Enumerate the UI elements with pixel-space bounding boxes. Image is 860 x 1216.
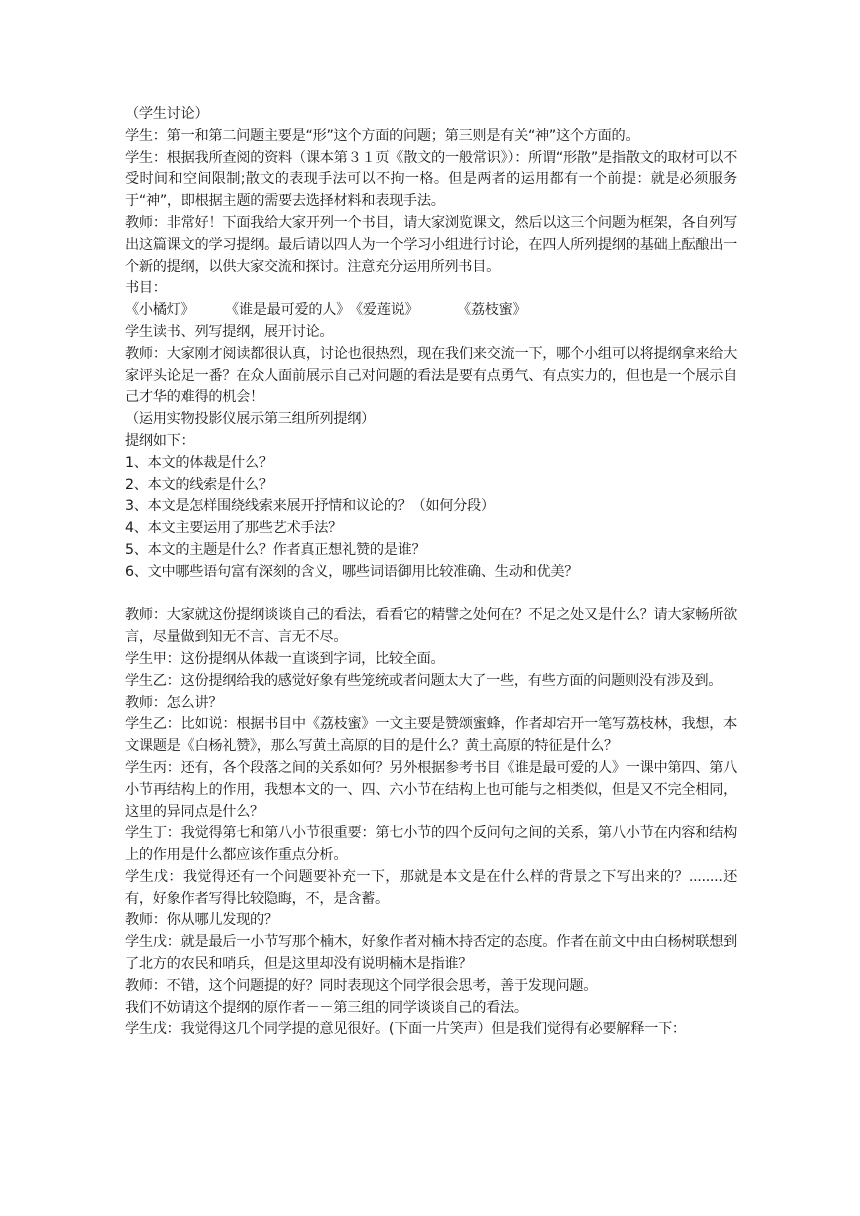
paragraph: 学生丙：还有，各个段落之间的关系如何？另外根据参考书目《谁是最可爱的人》一课中第四、第八小节再结构上的作用，我想本文的一、四、六小节在结构上也可能与之相类似，但是又不完全相同，这里的异同点是什么？ [125, 759, 737, 820]
paragraph: 学生乙：这份提纲给我的感觉好象有些笼统或者问题太大了一些，有些方面的问题则没有涉及到。 [125, 672, 723, 689]
text-line: 书目： [125, 280, 167, 297]
paragraph: 教师：大家刚才阅读都很认真，讨论也很热烈，现在我们来交流一下，哪个小组可以将提纲拿来给大家评头论足一番？在众人面前展示自己对问题的看法是要有点勇气、有点实力的，但也是一个展示自己才华的难得的机会！ [125, 345, 737, 406]
book-title: 《谁是最可爱的人》 [225, 302, 350, 319]
text-line: 学生甲：这份提纲从体裁一直谈到字词，比较全面。 [125, 650, 445, 667]
paragraph: 学生丁：我觉得第七和第八小节很重要：第七小节的四个反问句之间的关系，第八小节在内容和结构上的作用是什么都应该作重点分析。 [125, 825, 737, 864]
book-title: 《爱莲说》 [349, 302, 419, 319]
text-line: （学生讨论） [125, 106, 209, 122]
outline-item: 6、文中哪些语句富有深刻的含义，哪些词语御用比较准确、生动和优美？ [125, 563, 579, 580]
outline-item: 2、本文的线索是什么？ [125, 476, 273, 493]
paragraph: 教师：大家就这份提纲谈谈自己的看法，看看它的精譬之处何在？不足之处又是什么？请大家畅所欲言，尽量做到知无不言、言无不尽。 [125, 607, 737, 646]
paragraph: 教师：非常好！下面我给大家开列一个书目，请大家浏览课文，然后以这三个问题为框架，各自列写出这篇课文的学习提纲。最后请以四人为一个学习小组进行讨论，在四人所列提纲的基础上酝酿出一个新的提纲，以供大家交流和探讨。注意充分运用所列书目。 [125, 214, 737, 275]
text-line: 我们不妨请这个提纲的原作者－－第三组的同学谈谈自己的看法。 [125, 999, 528, 1016]
text-line: 教师：你从哪儿发现的？ [125, 912, 278, 929]
paragraph: 学生乙：比如说：根据书目中《荔枝蜜》一文主要是赞颂蜜蜂，作者却宕开一笔写荔枝林，我想，本文课题是《白杨礼赞》，那么写黄土高原的目的是什么？黄土高原的特征是什么？ [125, 716, 737, 755]
text-line: 学生：第一和第二问题主要是“形”这个方面的问题；第三则是有关“神”这个方面的。 [125, 127, 640, 144]
paragraph: 学生戊：我觉得还有一个问题要补充一下，那就是本文是在什么样的背景之下写出来的？........还有，好象作者写得比较隐晦，不，是含蓄。 [125, 868, 737, 907]
document-body [125, 104, 737, 1041]
text-line: 学生读书、列写提纲，展开讨论。 [125, 323, 334, 340]
paragraph: 学生戊：就是最后一小节写那个楠木，好象作者对楠木持否定的态度。作者在前文中由白杨树联想到了北方的农民和哨兵，但是这里却没有说明楠木是指谁？ [125, 934, 737, 973]
book-title: 《荔枝蜜》 [457, 302, 527, 319]
text-line: 学生戊：我觉得这几个同学提的意见很好。(下面一片笑声）但是我们觉得有必要解释一下： [125, 1021, 686, 1038]
text-line: 提纲如下： [125, 432, 195, 449]
text-line: 教师：不错，这个问题提的好？同时表现这个同学很会思考，善于发现问题。 [125, 977, 598, 994]
outline-item: 5、本文的主题是什么？作者真正想礼赞的是谁？ [125, 541, 426, 558]
book-title: 《小橘灯》 [125, 302, 195, 319]
paragraph: 学生：根据我所查阅的资料（课本第３１页《散文的一般常识》）：所谓“形散”是指散文的取材可以不受时间和空间限制;散文的表现手法可以不拘一格。但是两者的运用都有一个前提：就是必须服务于“神”，即根据主题的需要去选择材料和表现手法。 [125, 149, 737, 210]
outline-item: 3、本文是怎样围绕线索来展开抒情和议论的？（如何分段） [125, 498, 495, 515]
text-line: 教师：怎么讲？ [125, 694, 223, 711]
outline-item: 1、本文的体裁是什么？ [125, 454, 273, 471]
book-list [125, 300, 737, 322]
blank-line [125, 584, 737, 606]
text-line: （运用实物投影仪展示第三组所列提纲） [125, 411, 375, 428]
outline-item: 4、本文主要运用了那些艺术手法？ [125, 520, 343, 537]
